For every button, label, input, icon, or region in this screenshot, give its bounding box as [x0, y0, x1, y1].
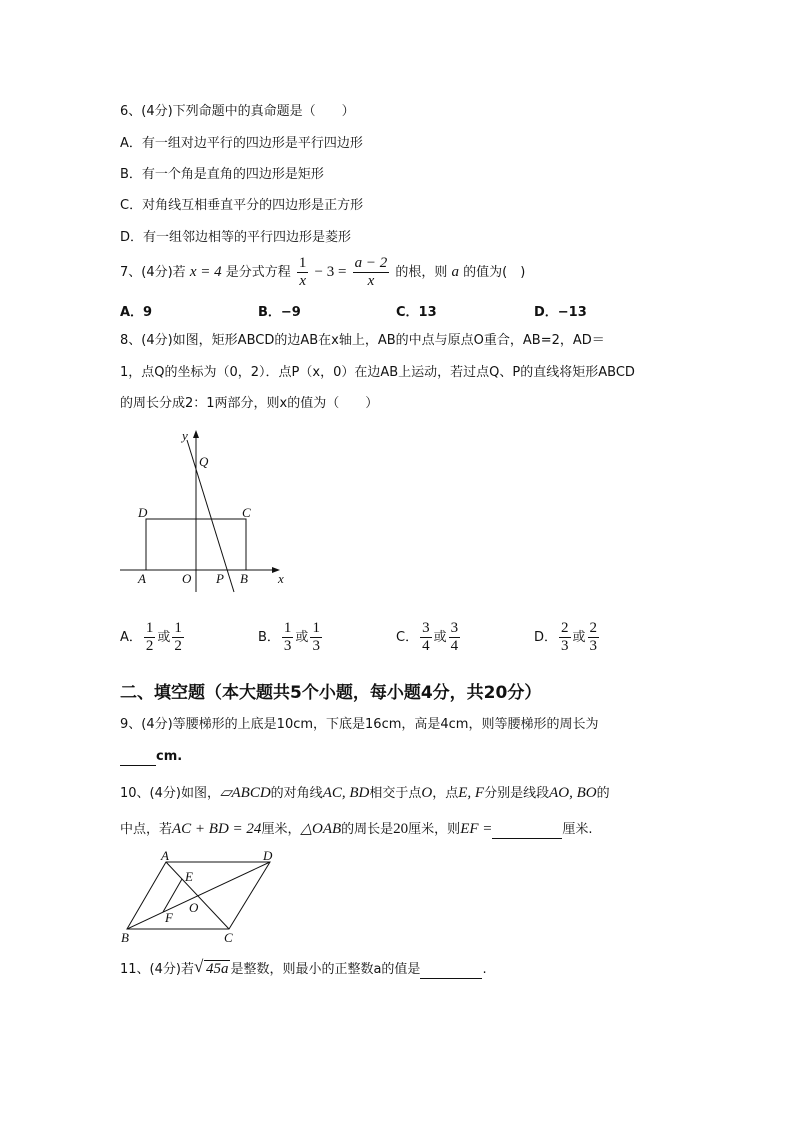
q11-prefix: 11、(4分)若	[120, 962, 194, 977]
q8-option-c-num1: 3	[422, 620, 430, 636]
line-qp	[187, 440, 234, 592]
q8-option-d-or: 或	[572, 630, 586, 645]
q8-option-a	[120, 620, 186, 655]
segment-ef	[163, 879, 182, 912]
q7-stem	[120, 255, 525, 290]
q10-text-10: 厘米，则	[408, 822, 461, 837]
label-x: x	[278, 571, 284, 586]
q8-option-d-num2: 2	[589, 620, 598, 636]
q8-figure	[120, 420, 310, 600]
q10-text-6: 的	[596, 786, 610, 801]
q10-text-1: 10、(4分)如图，	[120, 786, 220, 801]
q8-option-b	[258, 620, 324, 655]
q11-sqrt: √ 45a	[193, 957, 229, 977]
label-c: C	[242, 505, 251, 520]
label-o: O	[189, 900, 199, 915]
q8-option-c-den2: 4	[450, 638, 459, 654]
q10-answer-blank[interactable]	[492, 824, 562, 839]
label-e: E	[185, 869, 193, 884]
q8-option-c-or: 或	[433, 630, 447, 645]
q8-option-c-label: C．	[396, 630, 419, 645]
q7-fraction-2-numerator: a − 2	[354, 255, 388, 271]
section-title: 二、填空题（本大题共5个小题，每小题4分，共20分）	[120, 683, 542, 703]
q10-text-9: 的周长是	[341, 822, 394, 837]
q10-figure	[118, 850, 288, 950]
q8-line-3: 的周长分成2：1两部分，则x的值为（ ）	[120, 396, 379, 411]
q7-option-b: B．−9	[258, 305, 301, 320]
q11-answer-blank[interactable]	[420, 964, 482, 979]
label-a: A	[138, 571, 146, 586]
label-p: P	[216, 571, 224, 586]
q8-option-b-den1: 3	[283, 638, 292, 654]
q10-line-1	[120, 784, 610, 803]
q11-radicand: 45a	[205, 961, 229, 977]
q10-diagonals: AC, BD	[322, 785, 370, 801]
q10-point-o: O	[421, 785, 433, 801]
q8-option-b-or: 或	[295, 630, 309, 645]
q7-option-c: C．13	[396, 305, 437, 320]
q9-answer-blank[interactable]	[120, 751, 156, 766]
q10-perimeter: 20	[393, 821, 409, 837]
q10-text-11: 厘米.	[562, 822, 593, 837]
label-f: F	[165, 910, 173, 925]
q8-line-1: 8、(4分)如图，矩形ABCD的边AB在x轴上，AB的中点与原点O重合，AB=2，AD＝	[120, 333, 605, 348]
q7-suffix-2: 的值为( )	[463, 265, 526, 280]
q10-ef-eq: EF =	[460, 821, 493, 837]
q7-fraction-1-denominator: x	[299, 273, 306, 289]
q8-option-d	[534, 620, 601, 655]
q8-option-a-den1: 2	[145, 638, 154, 654]
q9-line-2	[120, 748, 182, 766]
label-d: D	[263, 850, 273, 863]
q8-option-d-den2: 3	[589, 638, 598, 654]
q7-fraction-1-numerator: 1	[298, 255, 307, 271]
q10-points-ef: E, F	[458, 785, 485, 801]
q8-option-c-num2: 3	[450, 620, 459, 636]
q6-option-a: A．有一组对边平行的四边形是平行四边形	[120, 136, 363, 151]
q10-text-7: 中点，若	[120, 822, 173, 837]
q10-triangle: △OAB	[300, 821, 342, 837]
q8-option-d-den1: 3	[561, 638, 569, 654]
q8-option-a-num2: 1	[174, 620, 182, 636]
q10-shape: ▱ABCD	[219, 785, 271, 801]
q8-option-a-or: 或	[157, 630, 171, 645]
label-b: B	[240, 571, 248, 586]
q6-stem: 6、(4分)下列命题中的真命题是（ ）	[120, 104, 355, 119]
q8-option-a-label: A．	[120, 630, 142, 645]
label-b: B	[121, 930, 129, 945]
q8-line-2: 1，点Q的坐标为（0，2）．点P（x，0）在边AB上运动，若过点Q、P的直线将矩形ABCD	[120, 365, 635, 380]
q7-prefix: 7、(4分)若	[120, 265, 186, 280]
q11-suffix: 是整数，则最小的正整数a的值是	[230, 962, 421, 977]
q7-mid: 是分式方程	[225, 265, 291, 280]
q8-option-c	[396, 620, 462, 655]
label-q: Q	[199, 454, 209, 469]
q7-fraction-2	[353, 255, 390, 290]
q10-line-2	[120, 820, 593, 839]
label-y: y	[182, 428, 188, 443]
q9-line-1: 9、(4分)等腰梯形的上底是10cm，下底是16cm，高是4cm，则等腰梯形的周长为	[120, 717, 599, 732]
label-o: O	[182, 571, 192, 586]
q8-option-d-label: D．	[534, 630, 558, 645]
q10-sum: AC + BD = 24	[172, 821, 262, 837]
q10-segments: AO, BO	[549, 785, 597, 801]
q11-line	[120, 957, 487, 979]
q8-option-b-num2: 1	[312, 620, 320, 636]
diagonal-bd	[127, 862, 270, 929]
q7-minus3: − 3 =	[314, 264, 347, 280]
q6-option-d: D．有一组邻边相等的平行四边形是菱形	[120, 230, 352, 245]
q8-option-a-den2: 2	[174, 638, 182, 654]
q8-option-c-den1: 4	[422, 638, 430, 654]
q10-text-3: 相交于点	[369, 786, 422, 801]
y-axis-arrow	[193, 430, 199, 438]
q8-option-b-label: B．	[258, 630, 280, 645]
q8-option-a-num1: 1	[145, 620, 154, 636]
q7-option-a: A．9	[120, 305, 153, 320]
q10-text-2: 的对角线	[270, 786, 323, 801]
label-d: D	[138, 505, 148, 520]
q10-text-5: 分别是线段	[484, 786, 550, 801]
q9-unit: cm.	[156, 749, 183, 764]
q7-fraction-1	[297, 255, 309, 290]
q6-option-b: B．有一个角是直角的四边形是矩形	[120, 167, 324, 182]
q10-text-8: 厘米，	[261, 822, 301, 837]
q7-suffix-1: 的根，则	[395, 265, 448, 280]
q8-option-b-num1: 1	[283, 620, 292, 636]
q7-condition: x = 4	[189, 264, 222, 280]
q7-var: a	[451, 264, 460, 280]
q8-option-b-den2: 3	[312, 638, 320, 654]
q11-end: .	[482, 962, 487, 977]
q7-fraction-2-denominator: x	[367, 273, 375, 289]
q7-option-d: D．−13	[534, 305, 587, 320]
q10-text-4: ，点	[432, 786, 459, 801]
q8-option-d-num1: 2	[561, 620, 569, 636]
q6-option-c: C．对角线互相垂直平分的四边形是正方形	[120, 198, 364, 213]
label-c: C	[224, 930, 233, 945]
label-a: A	[161, 850, 169, 863]
